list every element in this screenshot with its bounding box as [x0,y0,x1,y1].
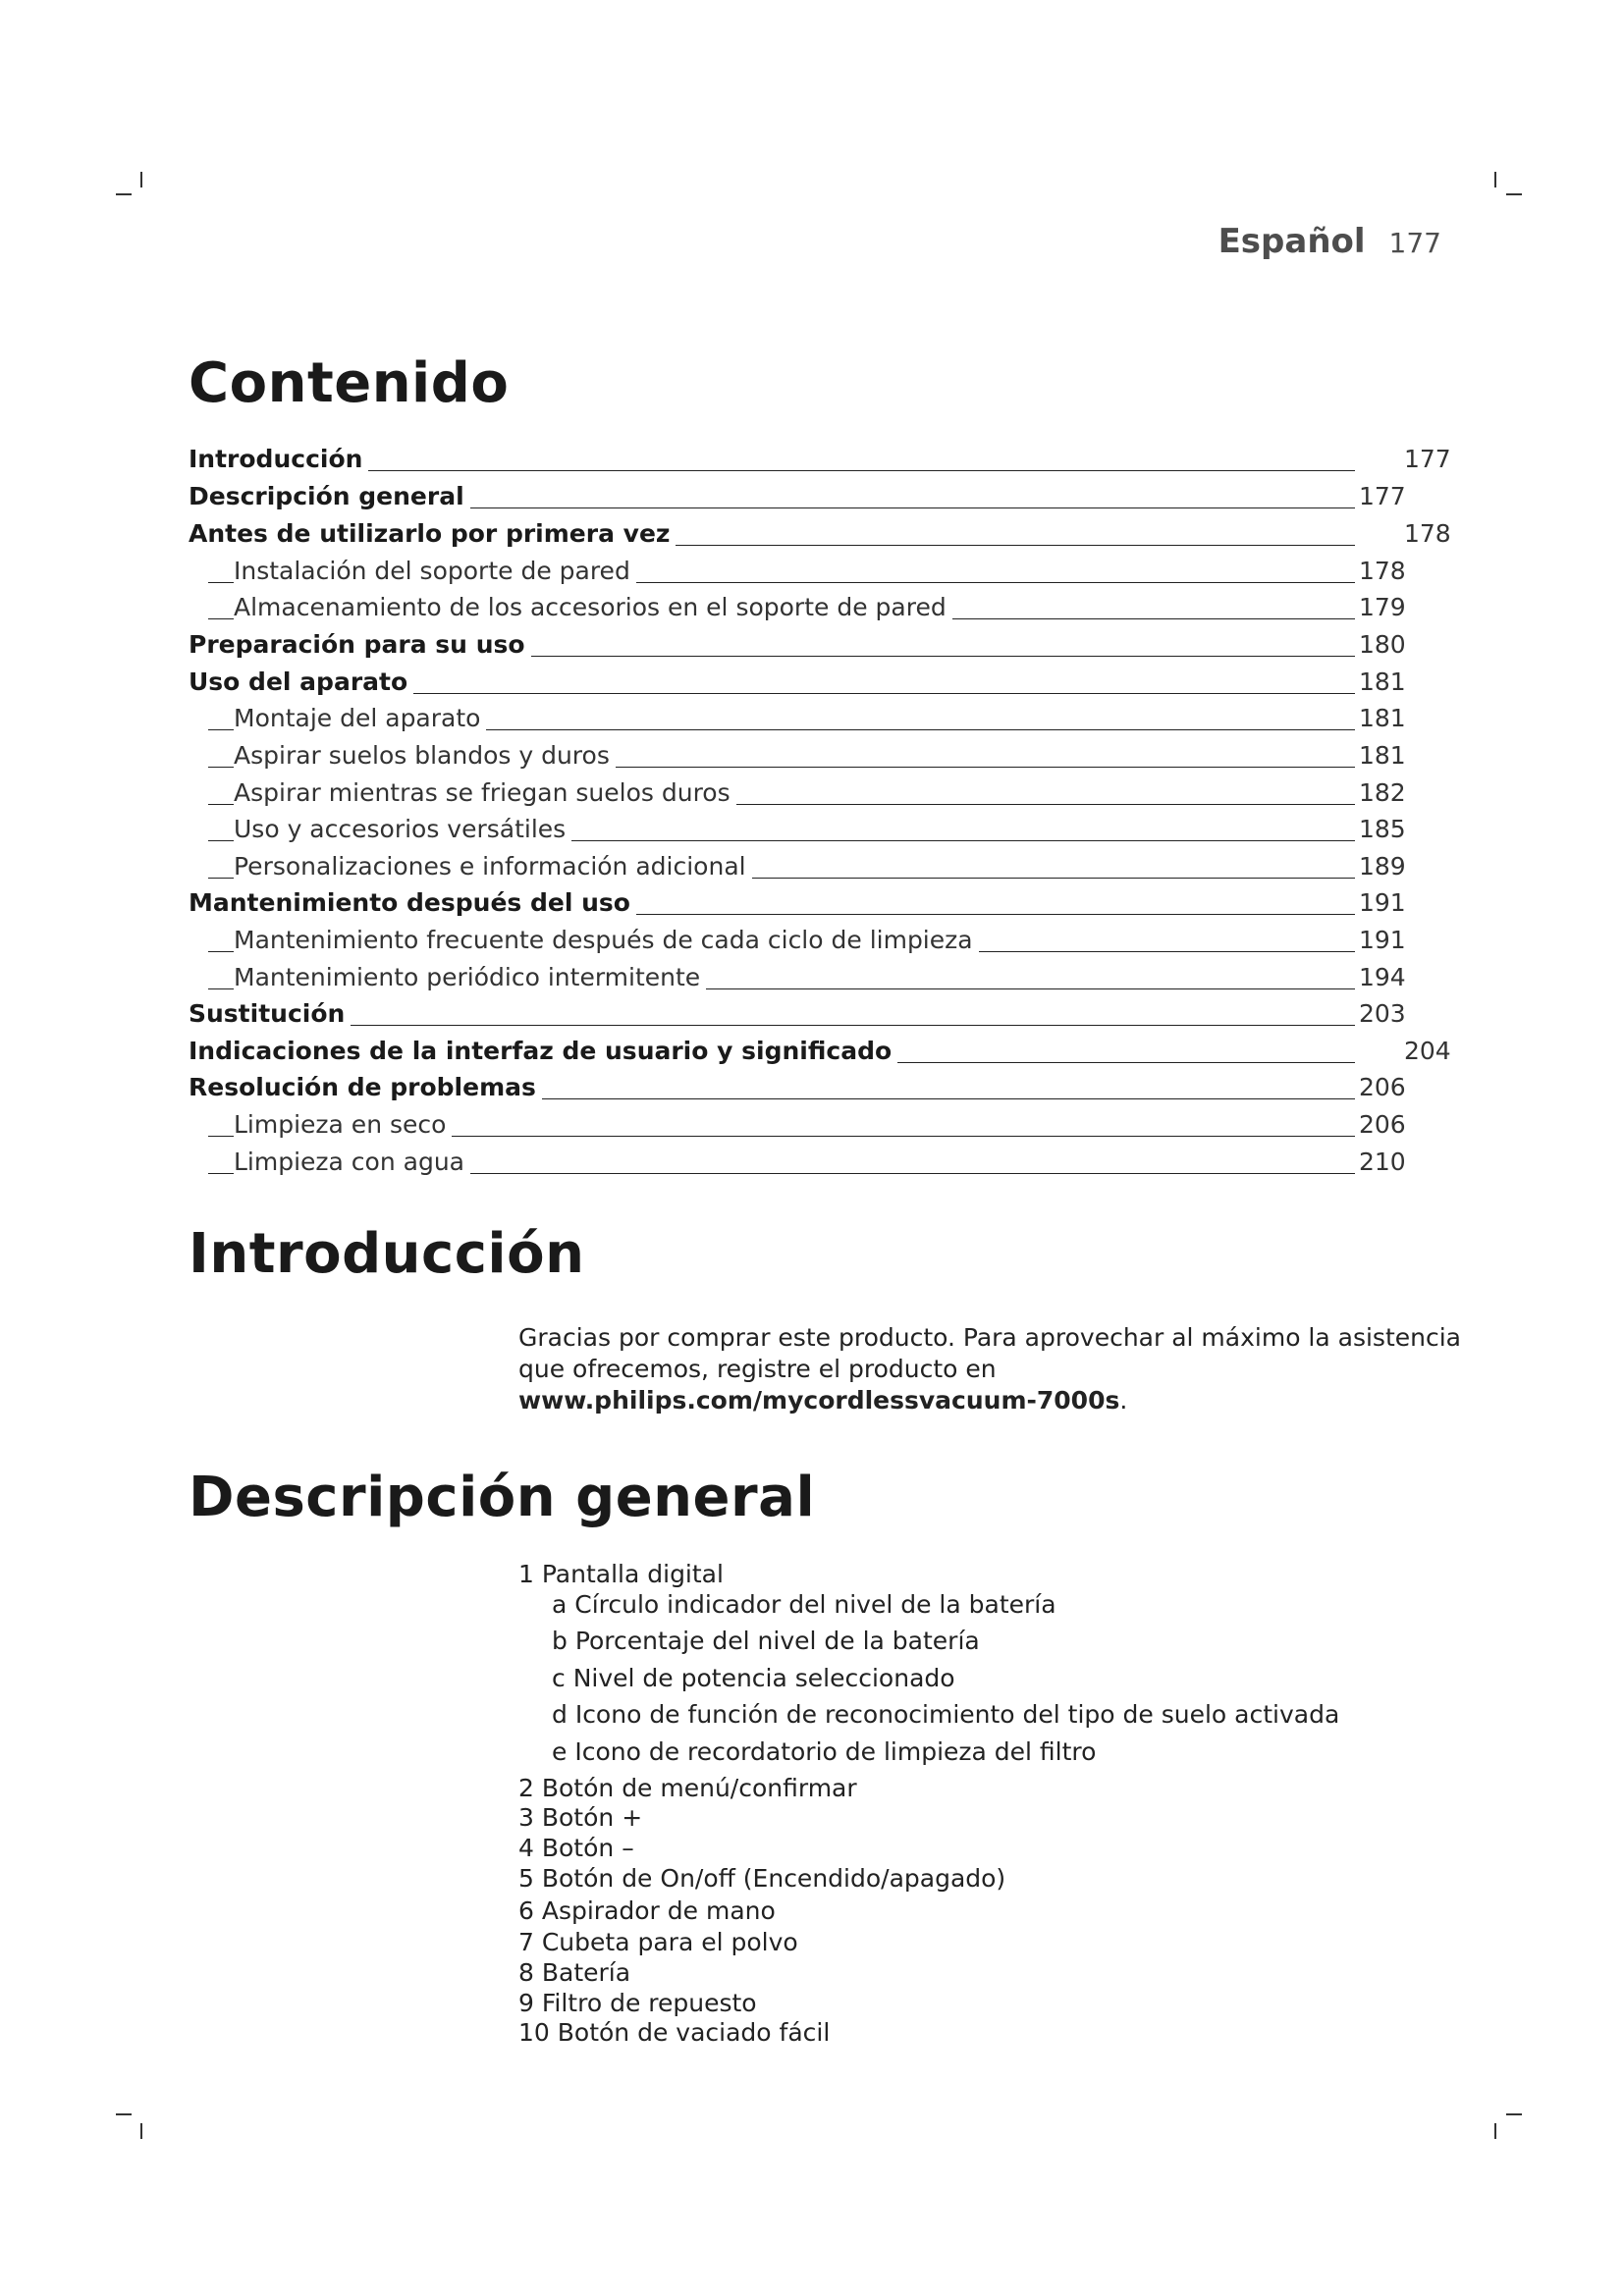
overview-item: c Nivel de potencia seleccionado [552,1664,955,1692]
toc-entry-title: Indicaciones de la interfaz de usuario y significado [189,1034,897,1069]
registration-link[interactable]: www.philips.com/mycordlessvacuum-7000s [518,1386,1120,1415]
toc-entry-title: Instalación del soporte de pared [234,554,636,589]
toc-entry[interactable] [189,554,1455,589]
introduction-text [518,1322,1461,1416]
introduction-body: Gracias por comprar este producto. Para aprovechar al máximo la asistencia que ofrecemos, registre el producto en [518,1323,1461,1383]
toc-entry[interactable] [189,627,1455,663]
crop-mark-top-right-h [1506,193,1522,195]
toc-entry-page: 182 [1359,778,1406,807]
toc-entry-page: 206 [1359,1110,1406,1139]
toc-entry[interactable] [189,960,1455,995]
toc-entry-page: 206 [1359,1073,1406,1101]
toc-entry-title: Limpieza en seco [234,1107,452,1143]
toc-entry-title: Uso y accesorios versátiles [234,812,571,847]
overview-item: 9 Filtro de repuesto [518,1989,757,2017]
toc-entry-page: 204 [1404,1037,1451,1065]
overview-heading: Descripción general [189,1466,816,1529]
toc-entry-title: Montaje del aparato [234,701,486,736]
toc-entry[interactable] [189,849,1455,884]
overview-item: a Círculo indicador del nivel de la batería [552,1590,1056,1619]
toc-entry[interactable] [189,996,1455,1032]
introduction-heading: Introducción [189,1222,585,1286]
url-suffix: . [1119,1386,1128,1415]
toc-entry-page: 191 [1359,926,1406,954]
overview-item: 8 Batería [518,1958,631,1987]
toc-entry[interactable] [189,479,1455,514]
toc-entry-title: Preparación para su uso [189,627,531,663]
overview-item: d Icono de función de reconocimiento del tipo de suelo activada [552,1700,1340,1729]
toc-entry[interactable] [189,923,1455,958]
toc-entry-title: Resolución de problemas [189,1070,542,1105]
toc-entry-page: 189 [1359,852,1406,881]
crop-mark-top-left-v [140,172,142,187]
overview-item: 4 Botón – [518,1834,634,1862]
toc-entry[interactable] [189,442,1455,477]
toc-entry[interactable] [189,885,1455,921]
toc-entry-page: 194 [1359,963,1406,991]
toc-entry[interactable] [189,775,1455,811]
toc-entry-title: Aspirar mientras se friegan suelos duros [234,775,736,811]
overview-item: 10 Botón de vaciado fácil [518,2018,831,2047]
toc-entry-title: Sustitución [189,996,351,1032]
toc-entry[interactable] [189,590,1455,625]
toc-entry-title: Aspirar suelos blandos y duros [234,738,616,774]
toc-entry-page: 181 [1359,741,1406,770]
toc-entry[interactable] [189,1070,1455,1105]
overview-item: 5 Botón de On/off (Encendido/apagado) [518,1864,1006,1893]
toc-entry-title: Mantenimiento periódico intermitente [234,960,706,995]
toc-entry-page: 203 [1359,999,1406,1028]
crop-mark-top-right-v [1494,172,1496,187]
overview-item: 6 Aspirador de mano [518,1896,776,1925]
toc-entry[interactable] [189,738,1455,774]
toc-entry-page: 181 [1359,667,1406,696]
overview-item: 3 Botón + [518,1803,643,1832]
crop-mark-bottom-right-v [1494,2123,1496,2139]
toc-entry[interactable] [189,1145,1455,1180]
toc-entry[interactable] [189,1034,1455,1069]
toc-entry-page: 191 [1359,888,1406,917]
crop-mark-top-left-h [116,193,132,195]
toc-entry-page: 179 [1359,593,1406,621]
overview-item: 1 Pantalla digital [518,1560,724,1588]
toc-entry-page: 178 [1359,557,1406,585]
toc-entry-title: Personalizaciones e información adicional [234,849,752,884]
toc-entry-page: 210 [1359,1148,1406,1176]
toc-entry-title: Descripción general [189,479,470,514]
toc-entry[interactable] [189,665,1455,700]
toc-entry-title: Antes de utilizarlo por primera vez [189,516,676,552]
toc-entry-title: Almacenamiento de los accesorios en el soporte de pared [234,590,952,625]
toc-entry[interactable] [189,516,1455,552]
page-number: 177 [1388,227,1441,259]
toc-entry-title: Mantenimiento frecuente después de cada ciclo de limpieza [234,923,979,958]
crop-mark-bottom-left-v [140,2123,142,2139]
page-header [1218,222,1441,261]
toc-entry[interactable] [189,812,1455,847]
overview-item: e Icono de recordatorio de limpieza del filtro [552,1737,1097,1766]
toc-entry-title: Mantenimiento después del uso [189,885,636,921]
overview-item: 2 Botón de menú/confirmar [518,1774,857,1802]
toc-entry-page: 177 [1404,445,1451,473]
language-label: Español [1218,222,1366,261]
toc-entry[interactable] [189,1107,1455,1143]
toc-entry[interactable] [189,701,1455,736]
toc-entry-page: 177 [1359,482,1406,510]
crop-mark-bottom-left-h [116,2113,132,2115]
toc-entry-page: 181 [1359,704,1406,732]
toc-leader-line [208,1025,1355,1026]
toc-leader-line [208,470,1355,471]
toc-entry-page: 180 [1359,630,1406,659]
toc-entry-page: 178 [1404,519,1451,548]
crop-mark-bottom-right-h [1506,2113,1522,2115]
toc-entry-title: Introducción [189,442,368,477]
toc-entry-page: 185 [1359,815,1406,843]
overview-item: b Porcentaje del nivel de la batería [552,1627,980,1655]
toc-entry-title: Limpieza con agua [234,1145,470,1180]
toc-heading: Contenido [189,351,510,415]
overview-item: 7 Cubeta para el polvo [518,1928,798,1956]
toc-entry-title: Uso del aparato [189,665,413,700]
